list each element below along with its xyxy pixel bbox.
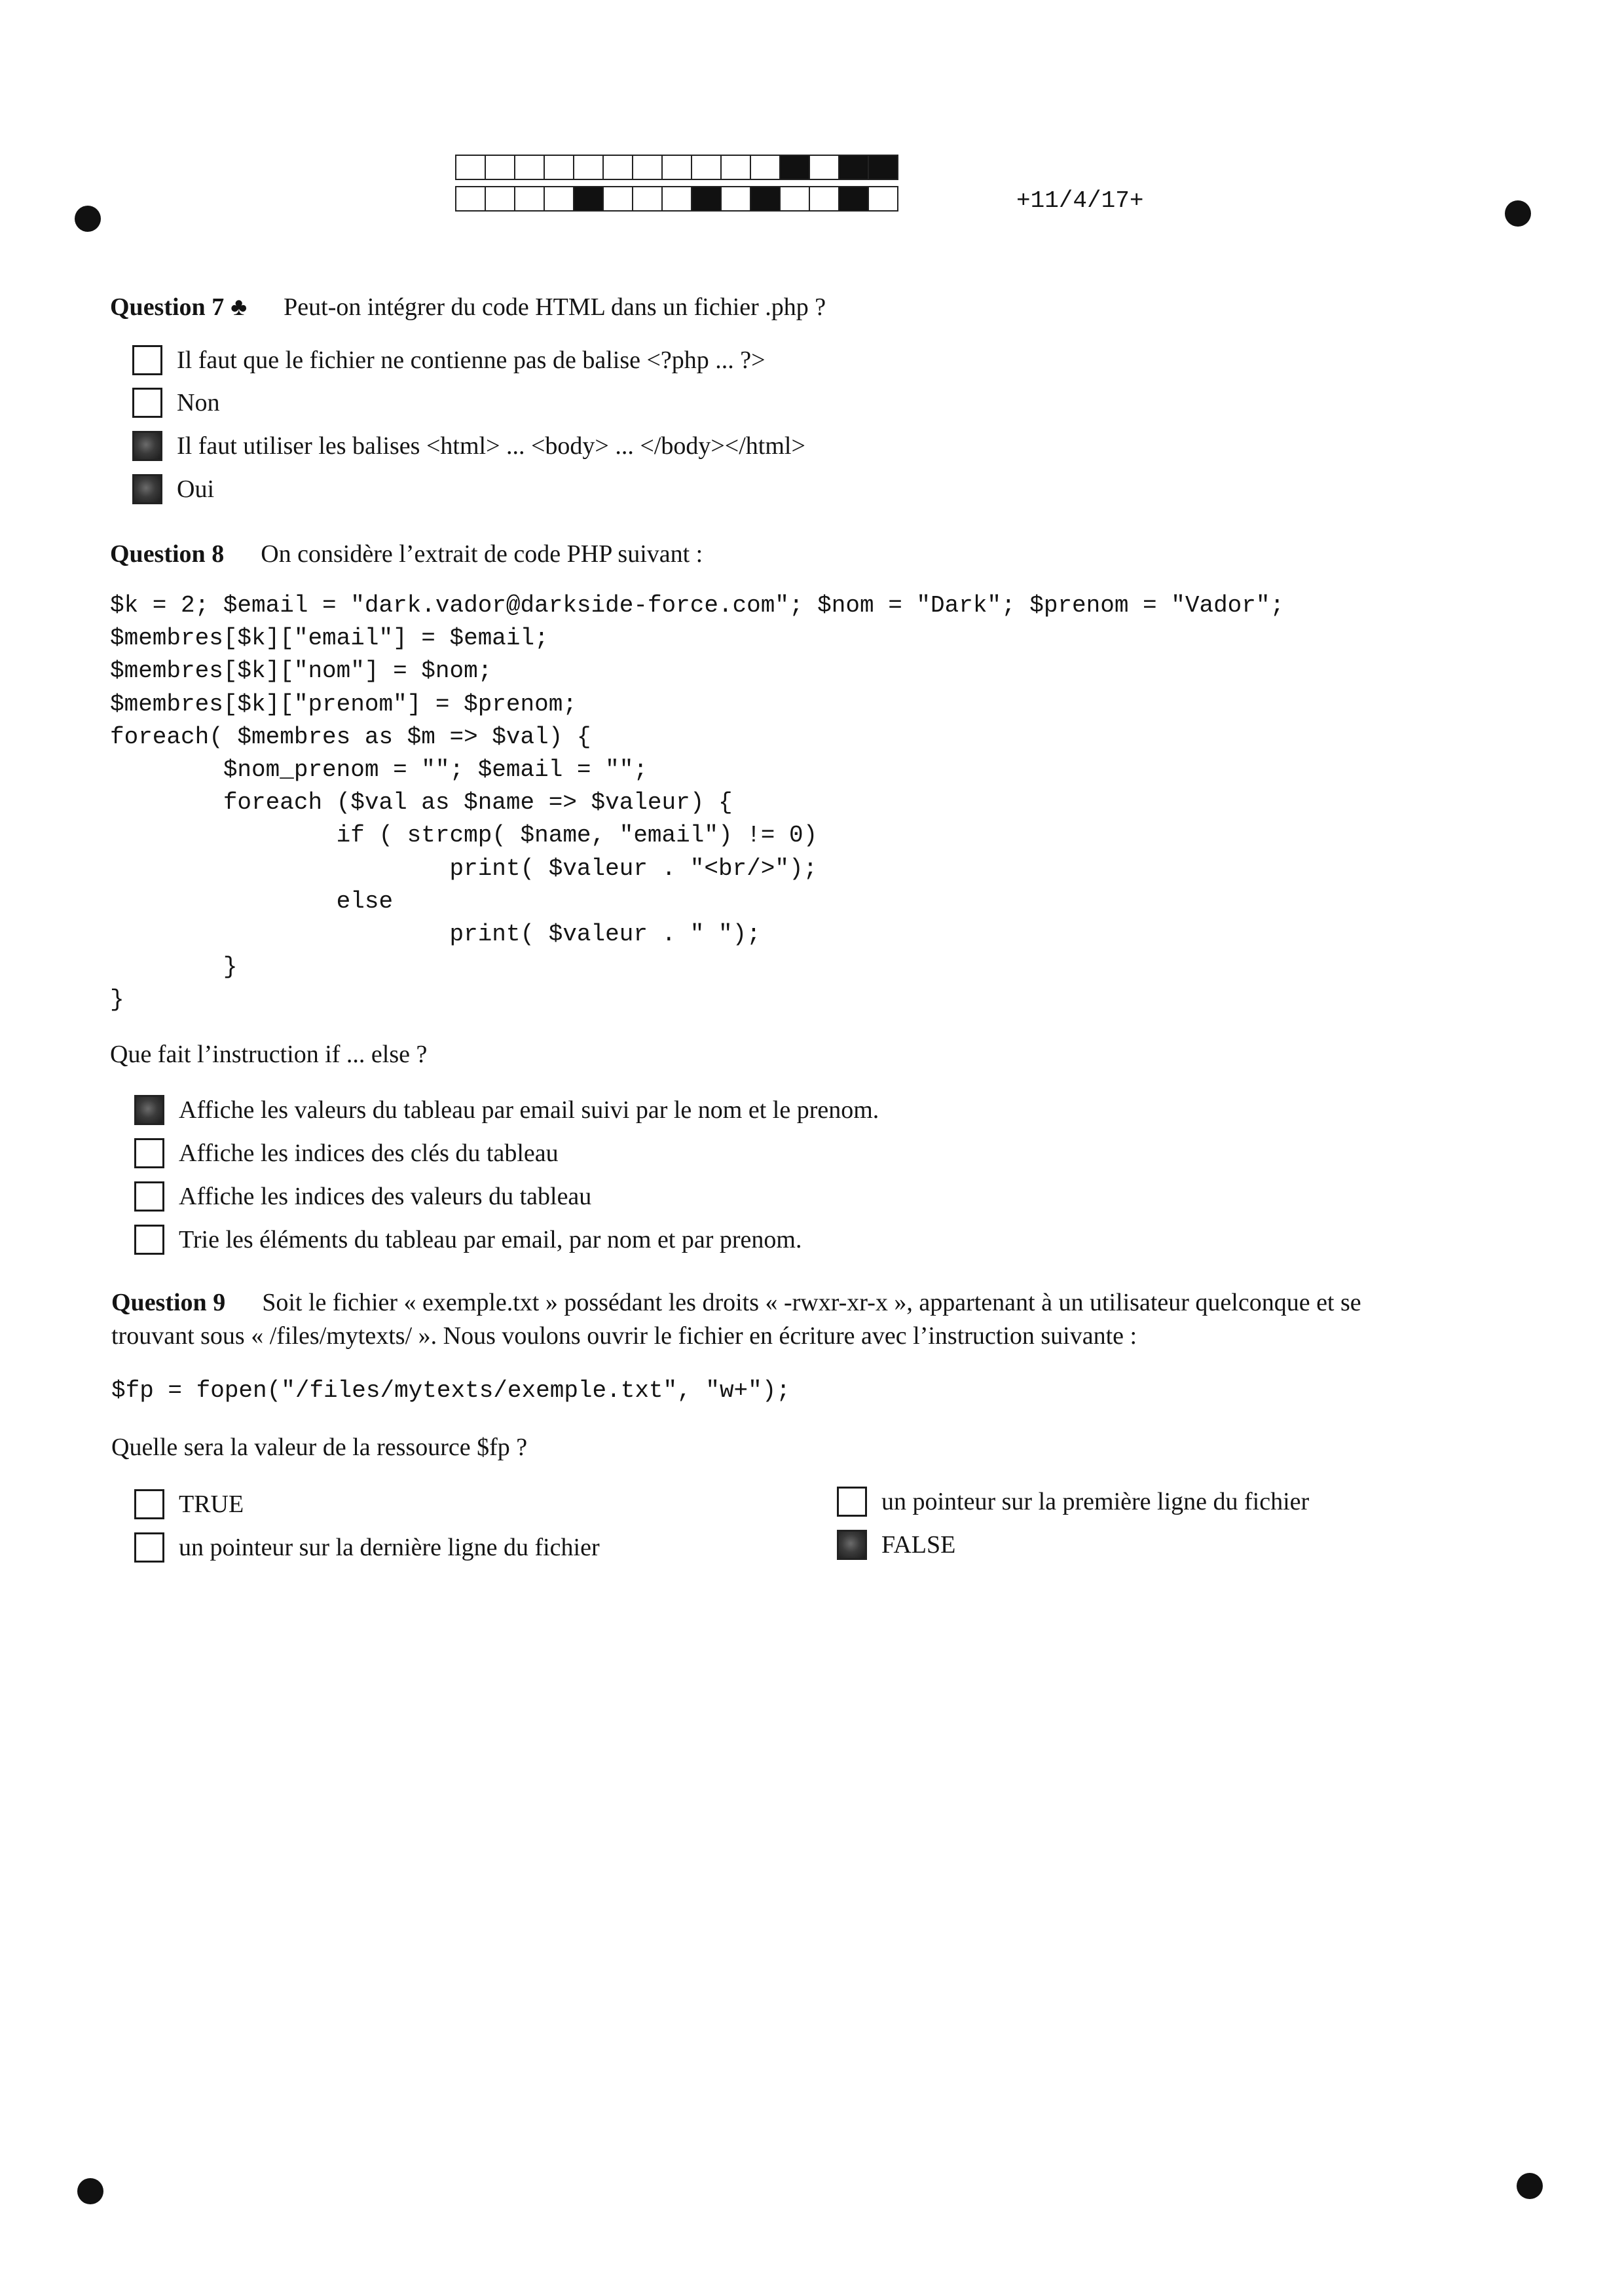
q7-option-3[interactable]: [132, 431, 805, 461]
q8-option-2[interactable]: [134, 1138, 559, 1168]
registration-mark-top-right: [1505, 200, 1531, 227]
barcode-cell: [632, 186, 663, 212]
option-label: Oui: [177, 475, 214, 503]
barcode-cell: [779, 186, 810, 212]
registration-mark-top-left: [75, 206, 101, 232]
question-9-text-line-2: trouvant sous « /files/mytexts/ ». Nous voulons ouvrir le fichier en écriture avec l’instruction suivante :: [111, 1322, 1137, 1350]
question-8-prompt: Que fait l’instruction if ... else ?: [110, 1041, 428, 1068]
checkbox[interactable]: [132, 388, 162, 418]
option-label: Affiche les indices des clés du tableau: [179, 1139, 559, 1167]
barcode-cell: [544, 155, 574, 180]
barcode-cell: [632, 155, 663, 180]
q7-option-2[interactable]: [132, 388, 219, 418]
barcode-cell: [514, 155, 545, 180]
barcode-cell: [455, 155, 486, 180]
q8-option-4[interactable]: [134, 1225, 802, 1255]
barcode-cell: [691, 155, 722, 180]
page-barcode-row-1: [456, 155, 898, 180]
q7-option-4[interactable]: [132, 474, 214, 504]
barcode-cell: [544, 186, 574, 212]
option-label: Affiche les indices des valeurs du tableau: [179, 1183, 592, 1210]
checkbox[interactable]: [134, 1095, 164, 1125]
barcode-cell: [661, 155, 692, 180]
barcode-cell: [573, 155, 604, 180]
option-label: Il faut utiliser les balises <html> ... <body> ... </body></html>: [177, 432, 805, 460]
option-label: TRUE: [179, 1491, 244, 1518]
q9-option-false[interactable]: [837, 1530, 955, 1560]
question-7-label: Question 7 ♣: [110, 293, 248, 321]
question-9-prompt: Quelle sera la valeur de la ressource $fp ?: [111, 1434, 528, 1461]
checkbox[interactable]: [837, 1530, 867, 1560]
barcode-cell: [691, 186, 722, 212]
barcode-cell: [485, 155, 515, 180]
question-9-text-line-1: Soit le fichier « exemple.txt » possédant les droits « -rwxr-xr-x », appartenant à un utilisateur quelconque et se: [262, 1289, 1361, 1316]
barcode-cell: [720, 155, 751, 180]
page-id: +11/4/17+: [1016, 187, 1144, 214]
question-8-text: On considère l’extrait de code PHP suivant :: [261, 540, 703, 568]
barcode-cell: [750, 155, 781, 180]
barcode-cell: [809, 186, 840, 212]
barcode-cell: [720, 186, 751, 212]
checkbox[interactable]: [134, 1181, 164, 1212]
barcode-cell: [602, 186, 633, 212]
checkbox[interactable]: [134, 1532, 164, 1563]
barcode-cell: [514, 186, 545, 212]
barcode-cell: [573, 186, 604, 212]
checkbox[interactable]: [134, 1138, 164, 1168]
barcode-cell: [838, 186, 869, 212]
registration-mark-bottom-right: [1517, 2173, 1543, 2199]
question-8-heading: [110, 540, 703, 568]
barcode-cell: [455, 186, 486, 212]
q9-option-true[interactable]: [134, 1489, 244, 1519]
barcode-cell: [809, 155, 840, 180]
question-8-label: Question 8: [110, 540, 225, 568]
barcode-cell: [602, 155, 633, 180]
option-label: FALSE: [881, 1531, 956, 1559]
barcode-cell: [868, 155, 898, 180]
php-code-block: $k = 2; $email = "dark.vador@darkside-force.com"; $nom = "Dark"; $prenom = "Vador"; $membres[$k]["email"] = $email; $membres[$k]["nom"] = $nom; $membres[$k]["prenom"] = $prenom; foreach( $membres as $m => $val) { $nom_prenom = ""; $email = ""; foreach ($val as $name => $valeur) { if ( strcmp( $name, "email") != 0) print( $valeur . "<br/>"); else print( $valeur . " "); } }: [110, 592, 1285, 1014]
q9-option-last-line[interactable]: [134, 1532, 600, 1563]
checkbox[interactable]: [132, 431, 162, 461]
club-icon: ♣: [231, 293, 248, 321]
option-label: un pointeur sur la première ligne du fichier: [881, 1488, 1310, 1515]
option-label: Affiche les valeurs du tableau par email suivi par le nom et le prenom.: [179, 1096, 879, 1124]
question-9-heading: [111, 1288, 1361, 1317]
q9-option-first-line[interactable]: [837, 1487, 1309, 1517]
registration-mark-bottom-left: [77, 2178, 103, 2204]
question-7-heading: [110, 293, 826, 322]
q8-option-1[interactable]: [134, 1095, 879, 1125]
barcode-cell: [485, 186, 515, 212]
checkbox[interactable]: [837, 1487, 867, 1517]
checkbox[interactable]: [132, 345, 162, 375]
q7-option-1[interactable]: [132, 345, 766, 375]
checkbox[interactable]: [134, 1225, 164, 1255]
question-7-text: Peut-on intégrer du code HTML dans un fichier .php ?: [284, 293, 826, 321]
barcode-cell: [779, 155, 810, 180]
barcode-cell: [750, 186, 781, 212]
barcode-cell: [868, 186, 898, 212]
option-label: Non: [177, 389, 220, 417]
q8-option-3[interactable]: [134, 1181, 591, 1212]
checkbox[interactable]: [134, 1489, 164, 1519]
page-barcode-row-2: [456, 186, 898, 212]
barcode-cell: [661, 186, 692, 212]
option-label: Trie les éléments du tableau par email, par nom et par prenom.: [179, 1226, 802, 1253]
question-9-label: Question 9: [111, 1289, 226, 1316]
checkbox[interactable]: [132, 474, 162, 504]
option-label: Il faut que le fichier ne contienne pas de balise <?php ... ?>: [177, 346, 766, 374]
barcode-cell: [838, 155, 869, 180]
fopen-code-line: $fp = fopen("/files/mytexts/exemple.txt", "w+");: [111, 1377, 790, 1404]
option-label: un pointeur sur la dernière ligne du fichier: [179, 1534, 600, 1561]
